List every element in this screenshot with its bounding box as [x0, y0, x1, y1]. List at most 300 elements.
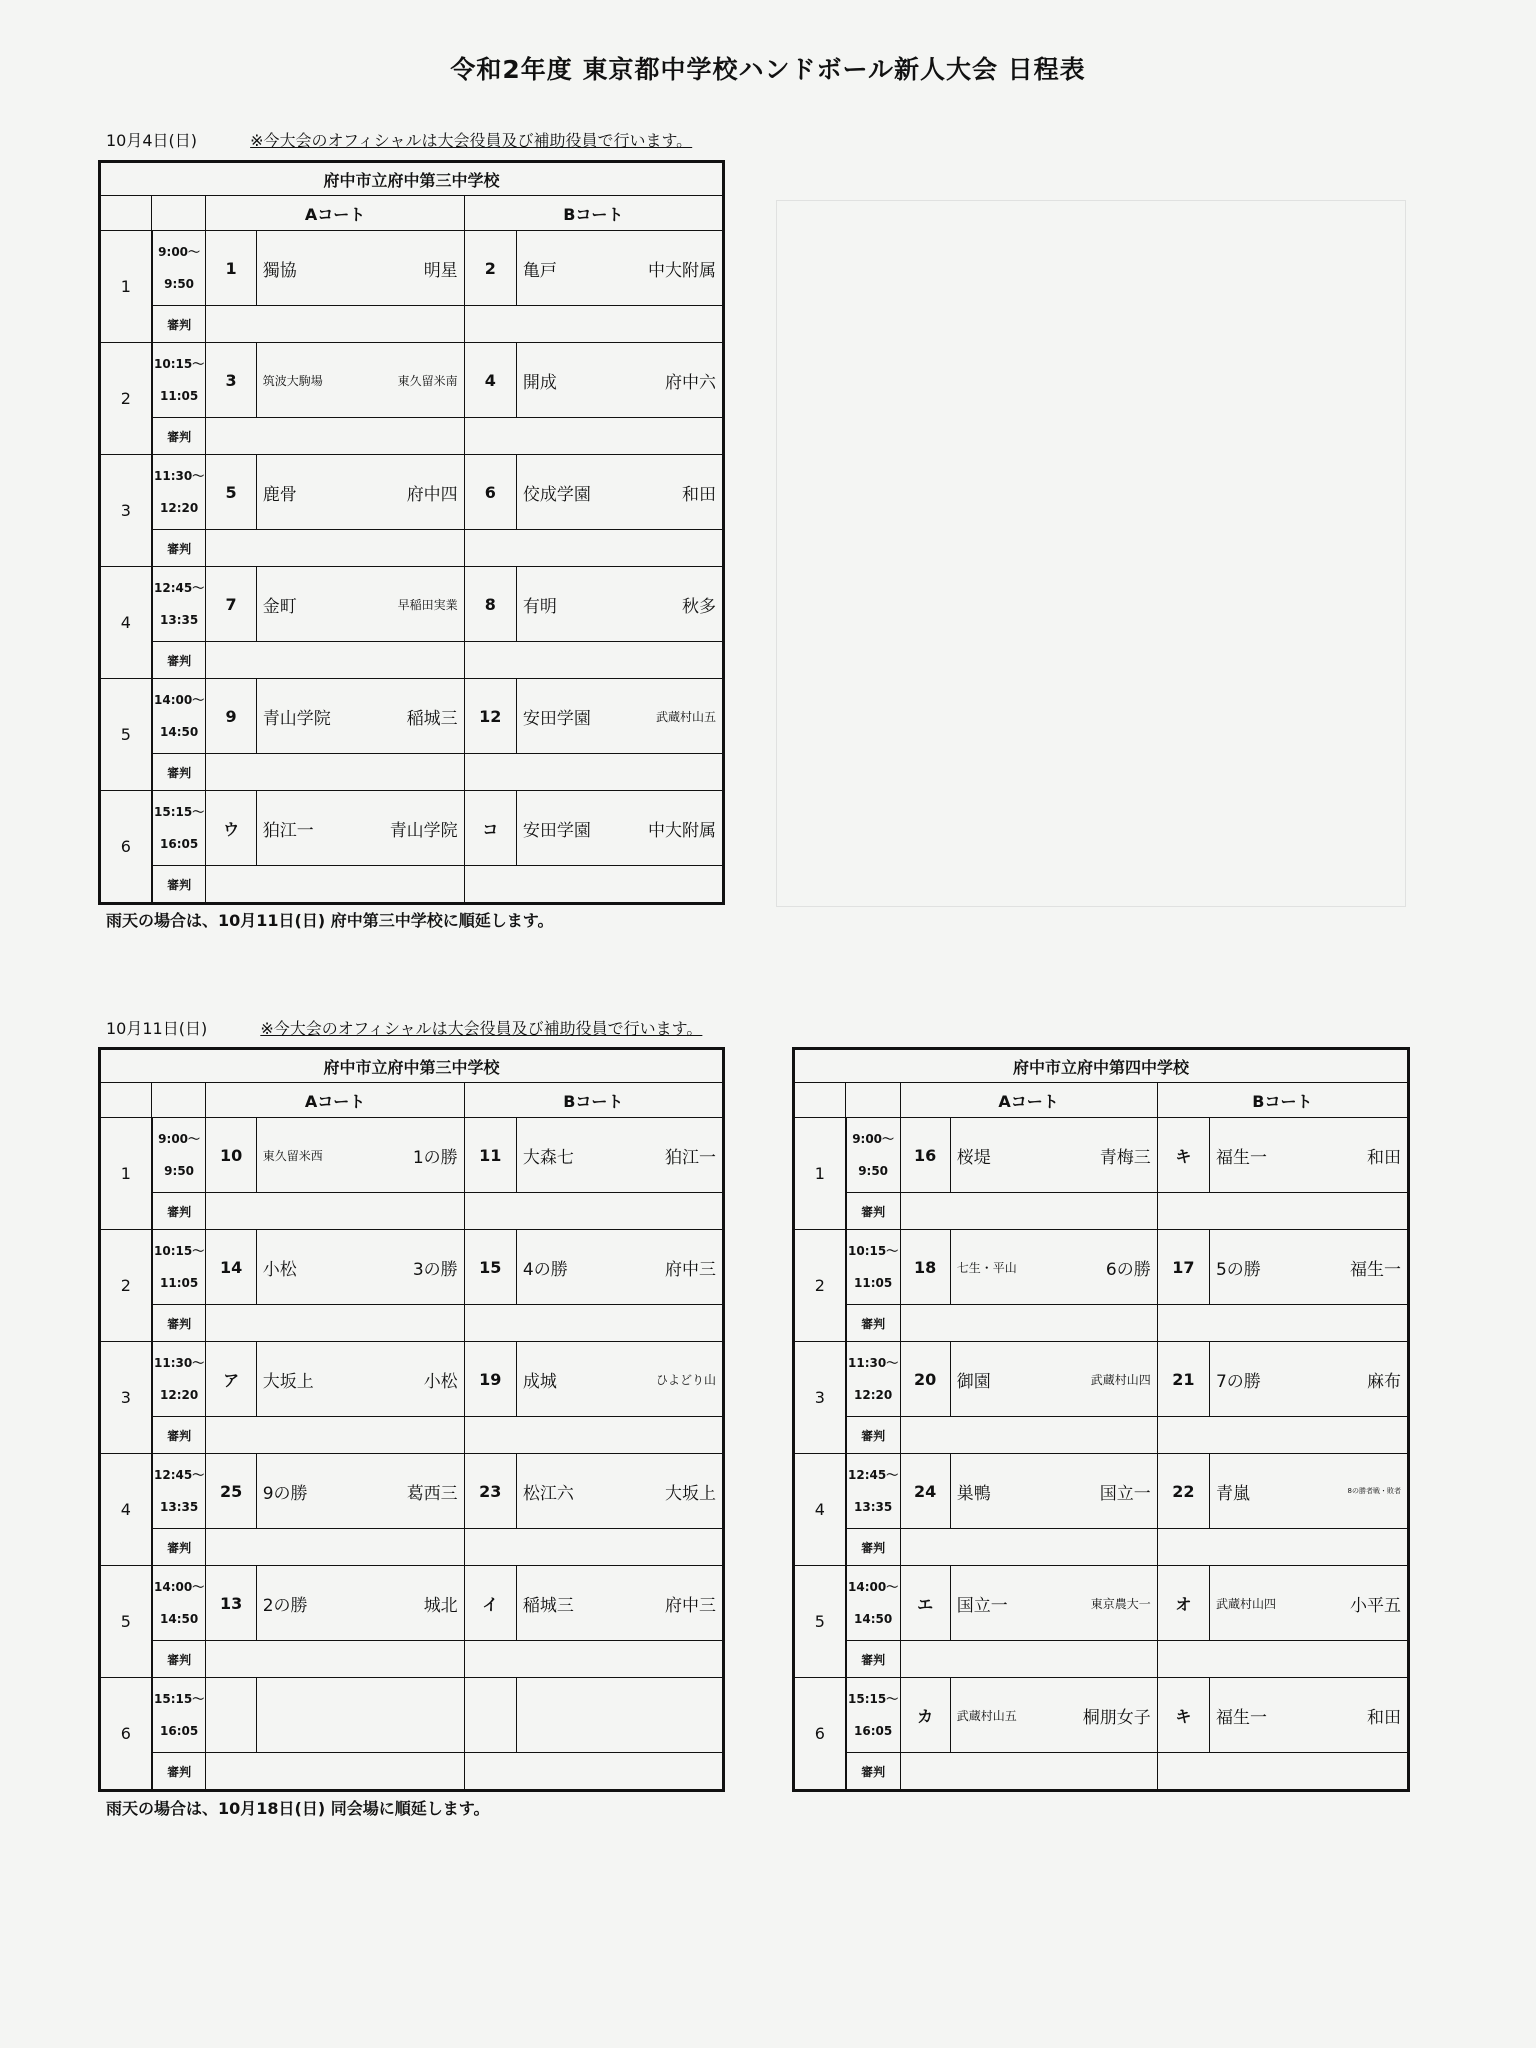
team-1-name: 安田学園: [522, 708, 591, 729]
team-pair: [523, 1591, 716, 1616]
court-a-header: Aコート: [206, 1083, 464, 1118]
court-b-teams: [516, 1566, 723, 1641]
court-b-referee-cell: [464, 1417, 723, 1454]
team-1-name: 桜堤: [956, 1147, 991, 1168]
match-number: 12: [464, 679, 516, 754]
match-number: 11: [464, 1118, 516, 1193]
team-1-name: 大坂上: [262, 1371, 314, 1392]
start-time: 12:45〜: [154, 1468, 205, 1482]
referee-label: 審判: [152, 418, 206, 455]
end-time: 9:50: [858, 1164, 889, 1178]
team-1-name: 獨協: [262, 260, 297, 281]
referee-label: 審判: [846, 1417, 900, 1454]
time-spacer: [153, 1371, 206, 1387]
time-spacer: [153, 484, 206, 500]
court-a-teams: [950, 1342, 1157, 1417]
day2-left-schedule-table: [98, 1047, 725, 1792]
referee-label: 審判: [152, 1193, 206, 1230]
slot-number: 1: [794, 1118, 846, 1230]
team-2-name: 8の勝者戦・敗者: [1347, 1487, 1401, 1495]
court-b-teams: [1209, 1454, 1408, 1529]
court-a-teams: [256, 1566, 464, 1641]
match-number: コ: [464, 791, 516, 866]
time-spacer: [847, 1483, 900, 1499]
court-b-teams: [516, 1678, 723, 1753]
court-b-teams: [1209, 1118, 1408, 1193]
team-1-name: 4の勝: [522, 1259, 568, 1280]
time-range: [846, 1454, 900, 1529]
team-2-name: 葛西三: [406, 1483, 458, 1504]
team-1-name: 東久留米西: [262, 1148, 323, 1163]
table-row: [100, 1230, 724, 1305]
time-spacer: [847, 1595, 900, 1611]
team-pair: [523, 1143, 716, 1168]
day1-note: ※今大会のオフィシャルは大会役員及び補助役員で行います。: [250, 131, 693, 150]
match-number: 13: [206, 1566, 256, 1641]
team-pair: [523, 1479, 716, 1504]
team-pair: [957, 1367, 1151, 1392]
team-2-name: 府中三: [665, 1259, 716, 1280]
team-1-name: 七生・平山: [956, 1260, 1017, 1275]
slot-header-cell: [100, 1083, 152, 1118]
time-range: [152, 679, 206, 754]
day1-table-block: [98, 160, 725, 905]
team-1-name: 有明: [522, 596, 557, 617]
match-number: エ: [900, 1566, 950, 1641]
end-time: 12:20: [160, 1388, 199, 1402]
time-spacer: [153, 1259, 206, 1275]
time-spacer: [153, 708, 206, 724]
court-a-referee-cell: [206, 306, 464, 343]
time-spacer: [153, 372, 206, 388]
end-time: 11:05: [160, 1276, 199, 1290]
slot-number: 5: [100, 1566, 152, 1678]
team-2-name: 明星: [423, 260, 458, 281]
time-range: [152, 1342, 206, 1417]
time-spacer: [153, 820, 206, 836]
team-2-name: 小平五: [1350, 1595, 1401, 1616]
time-range: [846, 1678, 900, 1753]
team-2-name: 福生一: [1350, 1259, 1401, 1280]
time-range: [152, 1454, 206, 1529]
end-time: 14:50: [854, 1612, 893, 1626]
start-time: 11:30〜: [154, 1356, 205, 1370]
table-row: [794, 1454, 1409, 1529]
start-time: 10:15〜: [154, 357, 205, 371]
court-a-referee-cell: [206, 1305, 464, 1342]
team-pair: [1216, 1143, 1401, 1168]
court-a-teams: [256, 455, 464, 530]
court-b-referee-cell: [464, 1305, 723, 1342]
team-1-name: 7の勝: [1215, 1371, 1261, 1392]
team-pair: [957, 1703, 1151, 1728]
team-2-name: 3の勝: [412, 1259, 458, 1280]
team-2-name: 武蔵村山五: [655, 709, 716, 724]
table-row: [100, 455, 724, 530]
time-spacer: [153, 260, 206, 276]
end-time: 16:05: [160, 837, 199, 851]
start-time: 11:30〜: [848, 1356, 899, 1370]
team-1-name: 9の勝: [262, 1483, 308, 1504]
start-time: 14:00〜: [154, 693, 205, 707]
end-time: 11:05: [854, 1276, 893, 1290]
end-time: 9:50: [164, 1164, 195, 1178]
match-number: 9: [206, 679, 256, 754]
court-b-teams: [1209, 1342, 1408, 1417]
match-number: 19: [464, 1342, 516, 1417]
court-b-teams: [516, 231, 723, 306]
time-spacer: [847, 1707, 900, 1723]
team-pair: [523, 704, 716, 729]
day2-right-schedule-table: [792, 1047, 1410, 1792]
team-pair: [263, 1591, 458, 1616]
time-range: [152, 791, 206, 866]
referee-label: 審判: [846, 1753, 900, 1791]
table-row: [794, 1566, 1409, 1641]
court-b-referee-cell: [1157, 1193, 1408, 1230]
day2-date: 10月11日(日): [106, 1019, 208, 1038]
match-number: イ: [464, 1566, 516, 1641]
court-a-teams: [950, 1678, 1157, 1753]
team-1-name: 巣鴨: [956, 1483, 991, 1504]
end-time: 13:35: [160, 613, 199, 627]
table-row: [100, 1118, 724, 1193]
team-pair: [263, 372, 458, 389]
court-b-referee-cell: [464, 306, 723, 343]
court-a-referee-cell: [206, 754, 464, 791]
day2-header: [106, 1016, 702, 1039]
day2-note: ※今大会のオフィシャルは大会役員及び補助役員で行います。: [260, 1019, 703, 1038]
team-pair: [957, 1479, 1151, 1504]
slot-number: 2: [100, 343, 152, 455]
time-range: [152, 455, 206, 530]
team-2-name: 小松: [423, 1371, 458, 1392]
court-a-teams: [256, 1454, 464, 1529]
court-a-referee-cell: [900, 1641, 1157, 1678]
day1-schedule-table: [98, 160, 725, 905]
venue-name: 府中市立府中第三中学校: [100, 1049, 724, 1083]
match-number: 14: [206, 1230, 256, 1305]
team-2-name: 東京農大一: [1090, 1596, 1151, 1611]
court-b-referee-cell: [1157, 1641, 1408, 1678]
court-b-referee-cell: [464, 418, 723, 455]
referee-label: 審判: [846, 1305, 900, 1342]
table-row: [794, 1678, 1409, 1753]
team-1-name: 亀戸: [522, 260, 557, 281]
court-a-teams: [256, 791, 464, 866]
match-number: 21: [1157, 1342, 1209, 1417]
court-a-teams: [256, 231, 464, 306]
court-a-teams: [256, 679, 464, 754]
slot-number: 4: [100, 1454, 152, 1566]
court-a-referee-cell: [206, 1193, 464, 1230]
team-pair: [1216, 1591, 1401, 1616]
court-b-referee-cell: [1157, 1753, 1408, 1791]
time-spacer: [153, 1595, 206, 1611]
court-a-referee-cell: [900, 1417, 1157, 1454]
team-1-name: 安田学園: [522, 820, 591, 841]
court-b-referee-cell: [464, 1753, 723, 1791]
team-1-name: 福生一: [1215, 1707, 1267, 1728]
team-1-name: 小松: [262, 1259, 297, 1280]
time-range: [152, 343, 206, 418]
court-b-teams: [1209, 1678, 1408, 1753]
match-number: 24: [900, 1454, 950, 1529]
team-2-name: 城北: [423, 1595, 458, 1616]
team-2-name: 大坂上: [665, 1483, 716, 1504]
referee-label: 審判: [152, 1529, 206, 1566]
court-a-teams: [950, 1230, 1157, 1305]
court-a-teams: [950, 1454, 1157, 1529]
court-b-teams: [516, 679, 723, 754]
time-spacer: [847, 1371, 900, 1387]
match-number: [464, 1678, 516, 1753]
slot-header-cell: [100, 196, 152, 231]
team-1-name: 国立一: [956, 1595, 1008, 1616]
time-header-cell: [152, 196, 206, 231]
team-2-name: 麻布: [1367, 1371, 1401, 1392]
team-2-name: 東久留米南: [397, 373, 458, 388]
slot-number: 3: [100, 455, 152, 567]
table-row: [794, 1230, 1409, 1305]
match-number: 8: [464, 567, 516, 642]
referee-label: 審判: [846, 1529, 900, 1566]
team-pair: [957, 1255, 1151, 1280]
team-pair: [1216, 1255, 1401, 1280]
court-b-teams: [516, 791, 723, 866]
court-a-referee-cell: [900, 1305, 1157, 1342]
court-b-teams: [516, 1454, 723, 1529]
team-2-name: 早稲田実業: [397, 597, 458, 612]
time-range: [846, 1342, 900, 1417]
slot-header-cell: [794, 1083, 846, 1118]
team-pair: [263, 1367, 458, 1392]
table-row: [794, 1342, 1409, 1417]
slot-number: 2: [100, 1230, 152, 1342]
start-time: 15:15〜: [848, 1692, 899, 1706]
time-spacer: [847, 1259, 900, 1275]
team-pair: [1216, 1479, 1401, 1504]
team-pair: [523, 1255, 716, 1280]
team-2-name: 秋多: [682, 596, 716, 617]
start-time: 11:30〜: [154, 469, 205, 483]
time-range: [152, 231, 206, 306]
team-1-name: 御園: [956, 1371, 991, 1392]
team-2-name: 和田: [1367, 1707, 1401, 1728]
day1-footer: 雨天の場合は、10月11日(日) 府中第三中学校に順延します。: [106, 911, 554, 930]
court-b-referee-cell: [1157, 1305, 1408, 1342]
team-2-name: 府中四: [406, 484, 458, 505]
team-pair: [523, 368, 716, 393]
match-number: 20: [900, 1342, 950, 1417]
team-1-name: 福生一: [1215, 1147, 1267, 1168]
team-pair: [263, 816, 458, 841]
court-b-header: Bコート: [464, 1083, 723, 1118]
team-1-name: 武蔵村山五: [956, 1708, 1017, 1723]
slot-number: 5: [794, 1566, 846, 1678]
team-1-name: 開成: [522, 372, 557, 393]
team-pair: [263, 1479, 458, 1504]
time-spacer: [153, 1707, 206, 1723]
court-b-referee-cell: [1157, 1417, 1408, 1454]
court-b-referee-cell: [464, 642, 723, 679]
court-a-teams: [256, 343, 464, 418]
end-time: 16:05: [160, 1724, 199, 1738]
table-row: [100, 791, 724, 866]
court-b-header: Bコート: [464, 196, 723, 231]
start-time: 10:15〜: [848, 1244, 899, 1258]
time-range: [152, 1118, 206, 1193]
team-2-name: 府中六: [665, 372, 716, 393]
table-row: [100, 1566, 724, 1641]
referee-label: 審判: [152, 1417, 206, 1454]
match-number: 22: [1157, 1454, 1209, 1529]
court-b-teams: [516, 567, 723, 642]
start-time: 12:45〜: [848, 1468, 899, 1482]
referee-label: 審判: [152, 1305, 206, 1342]
team-pair: [263, 592, 458, 617]
court-a-teams: [256, 1118, 464, 1193]
court-b-referee-cell: [464, 1641, 723, 1678]
court-b-teams: [1209, 1566, 1408, 1641]
court-a-teams: [256, 1678, 464, 1753]
match-number: 16: [900, 1118, 950, 1193]
time-range: [152, 1230, 206, 1305]
match-number: 4: [464, 343, 516, 418]
team-2-name: ひよどり山: [655, 1372, 716, 1387]
slot-number: 6: [794, 1678, 846, 1791]
court-a-referee-cell: [206, 642, 464, 679]
start-time: 9:00〜: [158, 245, 201, 259]
match-number: 25: [206, 1454, 256, 1529]
day1-header: [106, 128, 692, 151]
match-number: 15: [464, 1230, 516, 1305]
match-number: キ: [1157, 1118, 1209, 1193]
team-2-name: 青梅三: [1099, 1147, 1151, 1168]
match-number: ウ: [206, 791, 256, 866]
end-time: 13:35: [854, 1500, 893, 1514]
court-a-referee-cell: [900, 1193, 1157, 1230]
slot-number: 5: [100, 679, 152, 791]
end-time: 14:50: [160, 725, 199, 739]
match-number: 23: [464, 1454, 516, 1529]
team-pair: [523, 592, 716, 617]
day1-date: 10月4日(日): [106, 131, 198, 150]
end-time: 12:20: [160, 501, 199, 515]
time-range: [152, 1566, 206, 1641]
court-a-referee-cell: [206, 1417, 464, 1454]
team-1-name: 成城: [522, 1371, 557, 1392]
slot-number: 4: [100, 567, 152, 679]
match-number: [206, 1678, 256, 1753]
team-2-name: 稲城三: [406, 708, 458, 729]
team-1-name: 稲城三: [522, 1595, 574, 1616]
slot-number: 1: [100, 231, 152, 343]
team-pair: [1216, 1703, 1401, 1728]
team-pair: [523, 256, 716, 281]
time-header-cell: [152, 1083, 206, 1118]
team-pair: [1216, 1367, 1401, 1392]
team-1-name: 筑波大駒場: [262, 373, 323, 388]
slot-number: 3: [100, 1342, 152, 1454]
court-b-referee-cell: [464, 1193, 723, 1230]
court-b-referee-cell: [464, 866, 723, 904]
court-b-teams: [516, 455, 723, 530]
team-pair: [263, 704, 458, 729]
time-range: [846, 1566, 900, 1641]
end-time: 16:05: [854, 1724, 893, 1738]
team-2-name: 和田: [1367, 1147, 1401, 1168]
end-time: 11:05: [160, 389, 199, 403]
time-header-cell: [846, 1083, 900, 1118]
court-b-teams: [516, 1230, 723, 1305]
team-1-name: 2の勝: [262, 1595, 308, 1616]
referee-label: 審判: [152, 754, 206, 791]
slot-number: 3: [794, 1342, 846, 1454]
start-time: 14:00〜: [848, 1580, 899, 1594]
time-range: [846, 1118, 900, 1193]
end-time: 13:35: [160, 1500, 199, 1514]
team-2-name: 桐朋女子: [1082, 1707, 1151, 1728]
team-2-name: 青山学院: [389, 820, 458, 841]
time-spacer: [153, 1147, 206, 1163]
referee-label: 審判: [152, 866, 206, 904]
team-2-name: 6の勝: [1105, 1259, 1151, 1280]
end-time: 12:20: [854, 1388, 893, 1402]
team-1-name: 青嵐: [1215, 1483, 1250, 1504]
day2-right-table-block: [792, 1047, 1410, 1792]
day2-left-table-block: [98, 1047, 725, 1792]
table-row: [100, 1678, 724, 1753]
court-a-referee-cell: [900, 1753, 1157, 1791]
referee-label: 審判: [152, 1641, 206, 1678]
table-row: [794, 1118, 1409, 1193]
court-b-teams: [516, 343, 723, 418]
team-2-name: 中大附属: [648, 820, 716, 841]
match-number: オ: [1157, 1566, 1209, 1641]
court-a-teams: [256, 567, 464, 642]
table-row: [100, 567, 724, 642]
team-2-name: 府中三: [665, 1595, 716, 1616]
team-pair: [263, 1255, 458, 1280]
slot-number: 4: [794, 1454, 846, 1566]
team-2-name: 狛江一: [665, 1147, 716, 1168]
team-1-name: 松江六: [522, 1483, 574, 1504]
court-b-referee-cell: [464, 1529, 723, 1566]
slot-number: 2: [794, 1230, 846, 1342]
referee-label: 審判: [152, 1753, 206, 1791]
slot-number: 6: [100, 1678, 152, 1791]
match-number: 10: [206, 1118, 256, 1193]
court-a-referee-cell: [206, 1529, 464, 1566]
time-spacer: [847, 1147, 900, 1163]
court-a-referee-cell: [206, 1641, 464, 1678]
start-time: 9:00〜: [852, 1132, 895, 1146]
end-time: 14:50: [160, 1612, 199, 1626]
team-2-name: 武蔵村山四: [1090, 1372, 1151, 1387]
team-2-name: 国立一: [1099, 1483, 1151, 1504]
team-pair: [263, 480, 458, 505]
court-a-teams: [256, 1230, 464, 1305]
time-range: [152, 1678, 206, 1753]
time-range: [152, 567, 206, 642]
referee-label: 審判: [152, 530, 206, 567]
start-time: 9:00〜: [158, 1132, 201, 1146]
match-number: ア: [206, 1342, 256, 1417]
bleed-through-ghost-table: [776, 200, 1406, 907]
team-1-name: 狛江一: [262, 820, 314, 841]
team-1-name: 武蔵村山四: [1215, 1596, 1276, 1611]
